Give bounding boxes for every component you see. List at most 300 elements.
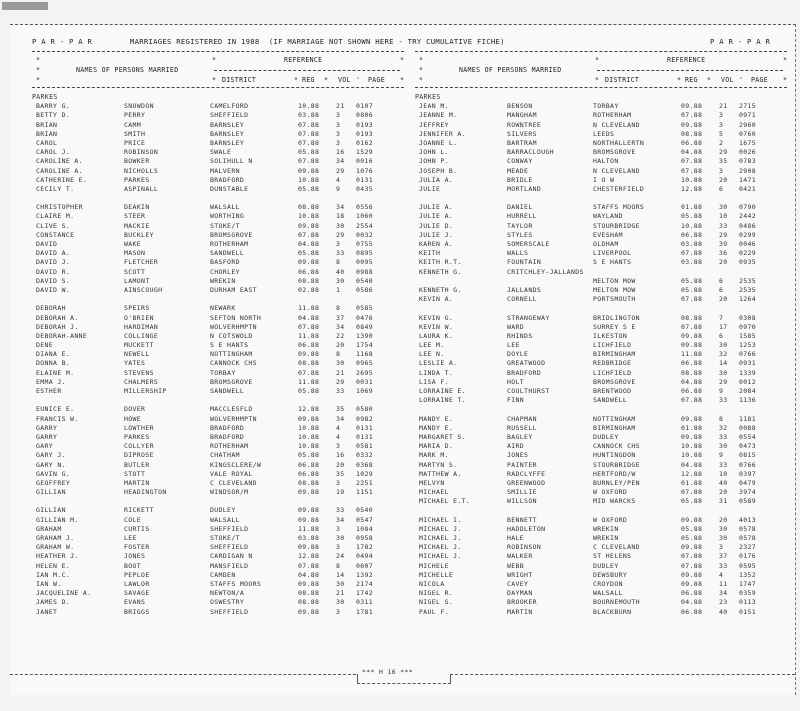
page-number: 0595: [739, 561, 757, 570]
table-row: [415, 479, 795, 488]
reg-quarter: 05.88: [681, 534, 703, 542]
table-row: [415, 157, 795, 166]
district: SHEFFIELD: [210, 111, 249, 120]
reg-quarter: 07.88: [298, 561, 320, 570]
first-name: KEITH R.T.: [419, 258, 462, 267]
district: STOURBRIDGE: [593, 221, 640, 230]
first-name: MICHAEL J.: [419, 534, 462, 542]
table-row: [415, 185, 795, 194]
page-number: 0578: [739, 524, 757, 533]
reg-quarter: 08.88: [298, 276, 320, 285]
spouse-surname: FLETCHER: [124, 258, 159, 267]
district: CANNOCK CHS: [593, 442, 640, 451]
page-number: 0783: [739, 157, 757, 166]
volume: 34: [336, 515, 345, 524]
district: KINGSCLERE/W: [210, 460, 262, 469]
page-number: 0311: [356, 598, 374, 607]
volume: 8: [336, 561, 341, 570]
district: C CLEVELAND: [593, 543, 640, 552]
first-name: DEBORAH A.: [36, 313, 79, 322]
reg-quarter: 05.88: [681, 212, 703, 221]
fiche-footer: [0, 668, 800, 688]
volume: 29: [336, 230, 345, 239]
district: BROMSGROVE: [593, 377, 636, 386]
first-name: JENNIFER A.: [419, 129, 466, 138]
spouse-surname: WAKE: [124, 240, 142, 248]
page-number: 0849: [356, 322, 374, 331]
first-name: BRIAN: [36, 129, 58, 138]
first-name: JEANNE M.: [419, 111, 458, 120]
spouse-surname: CAMM: [124, 120, 142, 129]
first-name: DAVID R.: [36, 267, 71, 276]
district: NEWTON/A: [210, 589, 245, 598]
reg-quarter: 09.88: [298, 166, 320, 175]
first-name: DAVID: [36, 240, 58, 248]
volume: 24: [336, 552, 345, 561]
page-number: 0585: [356, 304, 374, 313]
spouse-surname: HURRELL: [507, 212, 537, 221]
table-row: [415, 240, 795, 249]
table-row: [32, 516, 412, 525]
divider: [415, 51, 787, 52]
district: ROTHERHAM: [210, 442, 249, 451]
reg-quarter: 07.88: [681, 396, 703, 405]
table-row: [32, 176, 412, 185]
reg-quarter: 12.88: [298, 405, 320, 414]
district: HALTON: [593, 157, 619, 166]
volume: 6: [719, 285, 724, 294]
first-name: LESLIE A.: [419, 359, 458, 368]
table-row: [32, 130, 412, 139]
reg-quarter: 01.88: [681, 423, 703, 432]
table-row: [32, 608, 412, 617]
page-number: 0760: [739, 129, 757, 138]
page-number: 0540: [356, 276, 374, 285]
page-number: 2174: [356, 579, 374, 588]
district: DUDLEY: [210, 506, 236, 515]
page-number: 0982: [356, 414, 374, 423]
first-name: NIGEL S.: [419, 598, 454, 607]
first-name: MICHAEL J.: [419, 524, 462, 533]
reg-quarter: 09.88: [681, 341, 703, 350]
first-name: LINDA T.: [419, 368, 454, 377]
range-left: P A R - P A R: [32, 37, 93, 46]
volume: 3: [336, 240, 341, 248]
page-number: 0095: [356, 258, 374, 267]
table-row: [32, 231, 412, 240]
reg-quarter: 05.88: [681, 285, 703, 294]
first-name: DEBORAH-ANNE: [36, 331, 88, 340]
district: N CLEVELAND: [593, 120, 640, 129]
district-header: DISTRICT: [222, 76, 257, 84]
first-name: LORRAINE E.: [419, 387, 466, 395]
spouse-surname: PARKES: [124, 175, 150, 184]
district: C CLEVELAND: [210, 478, 257, 487]
first-name: ESTHER: [36, 387, 62, 395]
spouse-surname: BENNETT: [507, 515, 537, 524]
reg-quarter: 06.88: [681, 138, 703, 147]
district: WREKIN: [593, 534, 619, 542]
table-row: [415, 258, 795, 267]
reg-quarter: 10.88: [298, 442, 320, 451]
page-number: 0988: [356, 267, 374, 276]
first-name: KEVIN A.: [419, 295, 454, 304]
volume: 30: [336, 598, 345, 607]
volume: 29: [719, 148, 728, 157]
district: W OXFORD: [593, 515, 628, 524]
district: N CLEVELAND: [593, 166, 640, 175]
spouse-surname: STYLES: [507, 230, 533, 239]
reg-quarter: 07.88: [298, 120, 320, 129]
first-name: JEFFREY: [419, 120, 449, 129]
page-number: 0421: [739, 184, 757, 193]
spouse-surname: DOVER: [124, 405, 146, 414]
table-row: [32, 304, 412, 313]
volume: 30: [336, 579, 345, 588]
table-row: [32, 405, 412, 414]
page-number: 0965: [356, 359, 374, 368]
district: BRIDLINGTON: [593, 313, 640, 322]
table-row: [32, 212, 412, 221]
reg-quarter: 09.88: [298, 414, 320, 423]
spouse-surname: BROOKER: [507, 598, 537, 607]
first-name: MELVYN: [419, 478, 445, 487]
page-number: 0755: [356, 240, 374, 248]
first-name: MICHAEL E.T.: [419, 497, 471, 506]
table-row: [32, 332, 412, 341]
volume: 5: [719, 129, 724, 138]
volume: 21: [336, 589, 345, 598]
table-row: [415, 378, 795, 387]
page-number: 0578: [739, 534, 757, 542]
reg-quarter: 01.88: [681, 478, 703, 487]
district: TORBAY: [210, 368, 236, 377]
reg-quarter: 04.88: [681, 377, 703, 386]
reg-quarter: 05.88: [298, 184, 320, 193]
table-row: [415, 543, 795, 552]
spouse-surname: WEBB: [507, 561, 525, 570]
page-number: 2251: [356, 478, 374, 487]
first-name: DAVID J.: [36, 258, 71, 267]
divider: [32, 87, 404, 88]
district: SHEFFIELD: [210, 524, 249, 533]
spouse-surname: MEADE: [507, 166, 529, 175]
volume: 33: [336, 249, 345, 258]
spouse-surname: SNOWDON: [124, 102, 154, 111]
volume: 30: [719, 534, 728, 542]
first-name: JOHN P.: [419, 157, 449, 166]
reg-quarter: 07.88: [298, 157, 320, 166]
page-number: 3974: [739, 488, 757, 497]
spouse-surname: DOYLE: [507, 350, 529, 359]
volume: 20: [336, 341, 345, 350]
reg-quarter: 08.88: [298, 359, 320, 368]
spouse-surname: PERRY: [124, 111, 146, 120]
spouse-surname: ROBINSON: [507, 543, 542, 552]
reg-quarter: 07.88: [681, 322, 703, 331]
volume: 9: [719, 387, 724, 395]
volume: 35: [336, 405, 345, 414]
first-name: DIANA E.: [36, 350, 71, 359]
first-name: MARIA D.: [419, 442, 454, 451]
reg-quarter: 09.88: [298, 607, 320, 616]
spouse-surname: WALLS: [507, 249, 529, 258]
district: SANDWELL: [593, 396, 628, 405]
table-row: [415, 470, 795, 479]
table-row: [32, 571, 412, 580]
district: BROMSGROVE: [210, 230, 253, 239]
district: OSWESTRY: [210, 598, 245, 607]
district: NORTHALLERTN: [593, 138, 645, 147]
reg-quarter: 09.88: [681, 432, 703, 441]
district: MELTON MOW: [593, 276, 636, 285]
page-number: 4013: [739, 515, 757, 524]
reg-quarter: 05.88: [681, 524, 703, 533]
table-row: [415, 332, 795, 341]
district: EVESHAM: [593, 230, 623, 239]
page-number: 1060: [356, 212, 374, 221]
district: SEFTON NORTH: [210, 313, 262, 322]
table-row: [32, 433, 412, 442]
volume: 23: [719, 598, 728, 607]
district: CARDIGAN N: [210, 552, 253, 561]
spouse-surname: DEAKIN: [124, 203, 150, 212]
spouse-surname: COLLINGE: [124, 331, 159, 340]
first-name: DAVID S.: [36, 276, 71, 285]
district: SANDWELL: [210, 249, 245, 258]
volume: 10: [719, 469, 728, 478]
page-number: 1084: [356, 524, 374, 533]
table-row: [415, 562, 795, 571]
spouse-surname: WILLSON: [507, 497, 537, 506]
first-name: CAROLINE A.: [36, 166, 83, 175]
district: NEWARK: [210, 304, 236, 313]
reg-quarter: 03.88: [298, 534, 320, 542]
volume: 20: [719, 258, 728, 267]
table-row: [415, 341, 795, 350]
volume: 30: [719, 368, 728, 377]
district: ROTHERHAM: [593, 111, 632, 120]
volume: 3: [719, 111, 724, 120]
first-name: KENNETH G.: [419, 267, 462, 276]
divider: [32, 51, 404, 52]
district: WALSALL: [210, 515, 240, 524]
page-number: 0176: [739, 552, 757, 561]
reg-quarter: 09.88: [681, 515, 703, 524]
volume: 29: [336, 166, 345, 175]
first-name: JULIE A.: [419, 203, 454, 212]
table-row: [415, 571, 795, 580]
spouse-surname: STEVENS: [124, 368, 154, 377]
volume: 30: [336, 534, 345, 542]
first-name: GARY: [36, 442, 54, 451]
names-header: NAMES OF PERSONS MARRIED: [459, 66, 562, 74]
table-row: [415, 534, 795, 543]
spouse-surname: AIRD: [507, 442, 525, 451]
spouse-surname: HEADINGTON: [124, 488, 167, 497]
reg-quarter: 04.88: [298, 240, 320, 248]
spouse-surname: CONWAY: [507, 157, 533, 166]
page-number: 0486: [739, 221, 757, 230]
spouse-surname: GREENWOOD: [507, 478, 546, 487]
spouse-surname: BARTRAM: [507, 138, 537, 147]
volume: 8: [336, 304, 341, 313]
spouse-surname: LAMONT: [124, 276, 150, 285]
district: CHORLEY: [210, 267, 240, 276]
reg-quarter: 09.88: [681, 102, 703, 111]
table-row: [32, 350, 412, 359]
reg-quarter: 07.88: [681, 157, 703, 166]
table-row: [32, 451, 412, 460]
page-number: 1529: [356, 148, 374, 157]
spouse-surname: DANIEL: [507, 203, 533, 212]
page-number: 0607: [356, 561, 374, 570]
spouse-surname: MILLERSHIP: [124, 387, 167, 395]
spouse-surname: SMILLIE: [507, 488, 537, 497]
first-name: GARY J.: [36, 451, 66, 460]
first-name: IAN W.: [36, 579, 62, 588]
table-row: [415, 212, 795, 221]
spouse-surname: PAINTER: [507, 460, 537, 469]
reg-quarter: 07.88: [298, 129, 320, 138]
names-header: NAMES OF PERSONS MARRIED: [76, 66, 179, 74]
reg-quarter: 06.88: [298, 341, 320, 350]
first-name: LAURA K.: [419, 331, 454, 340]
spouse-surname: WRIGHT: [507, 570, 533, 579]
first-name: PAUL F.: [419, 607, 449, 616]
spouse-surname: JALLANDS: [507, 285, 542, 294]
reg-quarter: 08.88: [681, 129, 703, 138]
page-number: 1151: [356, 488, 374, 497]
volume: 30: [719, 442, 728, 451]
district: LICHFIELD: [593, 341, 632, 350]
volume: 4: [719, 570, 724, 579]
first-name: ELAINE M.: [36, 368, 75, 377]
table-row: [32, 277, 412, 286]
page-number: 1585: [739, 331, 757, 340]
volume: 3: [336, 111, 341, 120]
volume: 16: [336, 451, 345, 460]
page-number: 0815: [739, 451, 757, 460]
table-row: [32, 249, 412, 258]
reg-quarter: 11.88: [298, 331, 320, 340]
page-number: 0193: [356, 120, 374, 129]
first-name: KEVIN W.: [419, 322, 454, 331]
table-row: [32, 185, 412, 194]
page-number: 0970: [739, 322, 757, 331]
reg-quarter: 04.88: [298, 570, 320, 579]
reg-quarter: 10.88: [298, 432, 320, 441]
reg-quarter: 09.88: [681, 331, 703, 340]
spouse-surname: SOMERSCALE: [507, 240, 550, 248]
first-name: CONSTANCE: [36, 230, 75, 239]
volume: 4: [336, 432, 341, 441]
table-row: [415, 396, 795, 405]
page-number: 1782: [356, 543, 374, 552]
volume: 33: [719, 561, 728, 570]
spouse-surname: O'BRIEN: [124, 313, 154, 322]
fiche-page: P A R - P A R MARRIAGES REGISTERED IN 1988 (IF MARRIAGE NOT SHOWN HERE - TRY CUMULATIVE FICHE) P A R - P A R * * * NAMES OF PERSONS MARRIED * REFERENCE * * DISTRICT * REG * VOL ' PAGE * PARKES BARRY G. SNOWDON CAMELFORD 10.88 21 0107 BETTY D. PERRY SHEFFIELD 03.88 3 0806 BRIAN CAMM BARNSLEY 07.88 3 0193 BRIAN SMITH BARNSLEY 07.88 3 0193 CAROL PRICE BARNSLEY 07.88 3 0162 CAROL J. ROBINSON SWALE 05.88 16 1529 CAROLINE A. BOWKER SOLIHULL N 07.88 34 0016 CAROLINE A. NICHOLLS MALVERN 09.88 29 1076 CATHERINE E. PARKES BRADFORD 10.88 4 0131 CECILY T. ASPINALL DUNSTABLE 05.88 9 0435 CHRISTOPHER DEAKIN WALSALL 08.88 34 0556 CLAIRE M. STEER WORTHING 10.88 18 1060 CLIVE S. MACKIE STOKE/T 09.88 30 2554 CONSTANCE BUCKLEY BROMSGROVE 07.88 29 0032 DAVID WAKE ROTHERHAM 04.88 3 0755 DAVID A. MASON SANDWELL 05.88 33 0895 DAVID J. FLETCHER BASFORD 09.88 8 0095 DAVID R. SCOTT CHORLEY 06.88 40 0988 DAVID S. LAMONT WREKIN 08.88 30 0540 DAVID W. AINSCOUGH DURHAM EAST 02.88 1 0586 DEBORAH SPEIRS NEWARK 11.88 8 0585 DEBORAH A. O'BRIEN SEFTON NORTH 04.88 37 0476 DEBORAH J. HARDIMAN WOLVERHMPTN 07.88 34 0849 DEBORAH-ANNE COLLINGE N COTSWOLD 11.88 22 1390 DENE MUCKETT S E HANTS 06.88 20 1754 DIANA E. NEWELL NOTTINGHAM 09.88 8 1168 DONNA B. YATES CANNOCK CHS 08.88 30 0965 ELAINE M. STEVENS TORBAY 07.88 21 2695 EMMA J. CHALMERS BROMSGROVE 11.88 29 0031 ESTHER MILLERSHIP SANDWELL 05.88 33 1069 EUNICE E. DOVER MACCLESFLD 12.88 35 0580 FRANCIS W. HOWE WOLVERHMPTN 09.88 34 0982 GARRY LOWTHER BRADFORD 10.88 4 0131 GARRY PARKES BRADFORD 10.88 4 0131 GARY COLLYER ROTHERHAM 10.88 3 0581 GARY J. DIPROSE CHATHAM 05.88 16 0332 GARY N. BUTLER KINGSCLERE/W 06.88 20 0368 GAVIN G. STOTT VALE ROYAL 06.88 35 1029 GEOFFREY MARTIN C CLEVELAND 08.88 3 2251 GILLIAN HEADINGTON WINDSOR/M 09.88 19 1151 GILLIAN RICKETT DUDLEY 09.88 33 0540 GILLIAN M. COLE WALSALL 09.88 34 0547 GRAHAM CURTIS SHEFFIELD 11.88 3 1084 GRAHAM J. LEE STOKE/T 03.88 30 0958 GRAHAM W. FOSTER SHEFFIELD 09.88 3 1782 HEATHER J. JONES CARDIGAN N 12.88 24 0494 HELEN E. BOOT MANSFIELD 07.88 8 0607 IAN M.C. PEPLOE CAMDEN 04.88 14 1392 IAN W. LAWLOR STAFFS MOORS 09.88 30 2174 JACQUELINE A. SAVAGE NEWTON/A 08.88 21 1742 JAMES D. EVANS OSWESTRY 08.88 30 0311 JANET BRIGGS SHEFFIELD 09.88 3 1781 * * * NAMES OF PERSONS MARRIED * REFERENCE * * DISTRICT * REG * VOL ' PAGE * PARKES JEAN M. BENSON TORBAY 09.88 21 2715 JEANNE M. MANGHAM ROTHERHAM 07.88 3 0971 JEFFREY ROWNTREE N CLEVELAND 09.88 3 2960 JENNIFER A. SILVERS LEEDS 08.88 5 0760 JOANNE L. BARTRAM NORTHALLERTN 06.88 2 1675 JOHN L. BARRACLOUGH BROMSGROVE 04.88 29 0026 JOHN P. CONWAY HALTON 07.88 35 0783 JOSEPH B. MEADE N CLEVELAND 07.88 3 2908 JULIA A. BRIDLE I O W 10.88 20 1471 JULIE MORTLAND CHESTERFIELD 12.88 6 0421 JULIE A. DANIEL STAFFS MOORS 01.88 30 0790 JULIE A. HURRELL WAYLAND 05.88 10 2442 JULIE D. TAYLOR STOURBRIDGE 10.88 33 0486 JULIE J. STYLES EVESHAM 06.88 29 0299 KAREN A. SOMERSCALE OLDHAM 03.88 39 0046 KEITH WALLS LIVERPOOL 07.88 36 0229 KEITH R.T. FOUNTAIN S E HANTS 03.88 20 0935 KENNETH G. CRITCHLEY-JALLANDS MELTON MOW 05.88 6 2535 KENNETH G. JALLANDS MELTON MOW 05.88 6 2535 KEVIN A. CORNELL PORTSMOUTH 07.88 20 1264 KEVIN G. STRANGEWAY BRIDLINGTON 08.88 7 0308 KEVIN W. WARD SURREY S E 07.88 17 0970 LAURA K. RHINDS ILKESTON 09.88 6 1585 LEE M. LEE LICHFIELD 09.88 30 1253 LEE N. DOYLE BIRMINGHAM 11.88 32 0766 LESLIE A. GREATWOOD REDBRIDGE 06.88 14 0931 LINDA T. BRADFORD LICHFIELD 08.88 30 1339 LISA F. HOLT BROMSGROVE 04.88 29 0012 LORRAINE E. COULTHURST BRENTWOOD 06.88 9 2084 LORRAINE T. FINN SANDWELL 07.88 33 1136 MANDY E. CHAPMAN NOTTINGHAM 09.88 8 1181 MANDY E. RUSSELL BIRMINGHAM 01.88 32 0088 MARGARET S. BAGLEY DUDLEY 09.88 33 0554 MARIA D. AIRD CANNOCK CHS 10.88 30 0473 MARK M. JONES HUNTINGDON 10.88 9 0815 MARTYN S. PAINTER STOURBRIDGE 04.88 33 0766 MATTHEW A. RADCLYFFE HERTFORD/W 12.88 10 0397 MELVYN GREENWOOD BURNLEY/PEN 01.88 40 0479 MICHAEL SMILLIE W OXFORD 07.88 20 3974 MICHAEL E.T. WILLSON MID WARCKS 05.88 31 0589 MICHAEL I. BENNETT W OXFORD 09.88 20 4013 MICHAEL J. HADDLETON WREKIN 05.88 30 0578 MICHAEL J. HALE WREKIN 05.88 30 0578 MICHAEL J. ROBINSON C CLEVELAND 09.88 3 2327 MICHAEL J. WALKER ST HELENS 07.88 37 0176 MICHELE WEBB DUDLEY 07.88 33 0595 MICHELLE WRIGHT DEWSBURY 09.88 4 1352 NICOLA CAVEY CROYDON 09.88 11 1747 NIGEL R. DAYMAN WALSALL 06.88 34 0359 NIGEL S. BROOKER BOURNEMOUTH 04.88 23 0113 PAUL F. MARTIN BLACKBURN 06.88 40 0151: [10, 24, 796, 695]
spouse-surname: RUSSELL: [507, 423, 537, 432]
table-row: [32, 442, 412, 451]
reg-quarter: 09.88: [681, 543, 703, 552]
page-number: 0586: [356, 285, 374, 294]
first-name: CECILY T.: [36, 184, 75, 193]
spouse-surname: CAVEY: [507, 579, 529, 588]
volume: 8: [336, 258, 341, 267]
volume: 33: [719, 460, 728, 469]
volume: 19: [336, 488, 345, 497]
reg-quarter: 01.88: [681, 203, 703, 212]
spouse-surname: PEPLOE: [124, 570, 150, 579]
district: SHEFFIELD: [210, 543, 249, 552]
page-number: 2554: [356, 221, 374, 230]
spouse-surname: COLE: [124, 515, 142, 524]
table-row: [32, 387, 412, 396]
first-name: JEAN M.: [419, 102, 449, 111]
volume: 9: [719, 451, 724, 460]
volume: 30: [719, 341, 728, 350]
volume: 8: [336, 350, 341, 359]
spouse-surname: LAWLOR: [124, 579, 150, 588]
volume: 35: [336, 469, 345, 478]
volume: 14: [336, 570, 345, 579]
page-number: 0131: [356, 423, 374, 432]
volume: 30: [336, 276, 345, 285]
reference-header: REFERENCE: [667, 56, 706, 64]
spouse-surname: HALE: [507, 534, 525, 542]
reg-quarter: 06.88: [298, 469, 320, 478]
first-name: GEOFFREY: [36, 478, 71, 487]
page-number: 0435: [356, 184, 374, 193]
page-number: 0299: [739, 230, 757, 239]
first-name: FRANCIS W.: [36, 414, 79, 423]
page-number: 0540: [356, 506, 374, 515]
table-row: [415, 442, 795, 451]
spouse-surname: LEE: [124, 534, 137, 542]
page-number: 0308: [739, 313, 757, 322]
reg-quarter: 09.88: [681, 570, 703, 579]
first-name: JACQUELINE A.: [36, 589, 92, 598]
page-number: 1253: [739, 341, 757, 350]
reg-quarter: 07.88: [681, 561, 703, 570]
first-name: GARY N.: [36, 460, 66, 469]
spouse-surname: BRIGGS: [124, 607, 150, 616]
image-source-stamp: [2, 2, 48, 10]
volume: 30: [336, 221, 345, 230]
page-number: 0046: [739, 240, 757, 248]
spouse-surname: CRITCHLEY-JALLANDS: [507, 267, 584, 276]
district: STOKE/T: [210, 221, 240, 230]
first-name: GILLIAN: [36, 488, 66, 497]
reg-quarter: 05.88: [298, 249, 320, 258]
reg-quarter: 11.88: [298, 377, 320, 386]
spouse-surname: CORNELL: [507, 295, 537, 304]
spouse-surname: BUTLER: [124, 460, 150, 469]
spouse-surname: BOWKER: [124, 157, 150, 166]
first-name: MANDY E.: [419, 423, 454, 432]
reg-quarter: 04.88: [681, 148, 703, 157]
first-name: CLIVE S.: [36, 221, 71, 230]
volume: 34: [336, 322, 345, 331]
reg-quarter: 09.88: [681, 120, 703, 129]
table-row: [32, 488, 412, 497]
district: MID WARCKS: [593, 497, 636, 506]
volume: 3: [336, 524, 341, 533]
table-row: [32, 111, 412, 120]
district: MELTON MOW: [593, 285, 636, 294]
reg-quarter: 05.88: [298, 387, 320, 395]
